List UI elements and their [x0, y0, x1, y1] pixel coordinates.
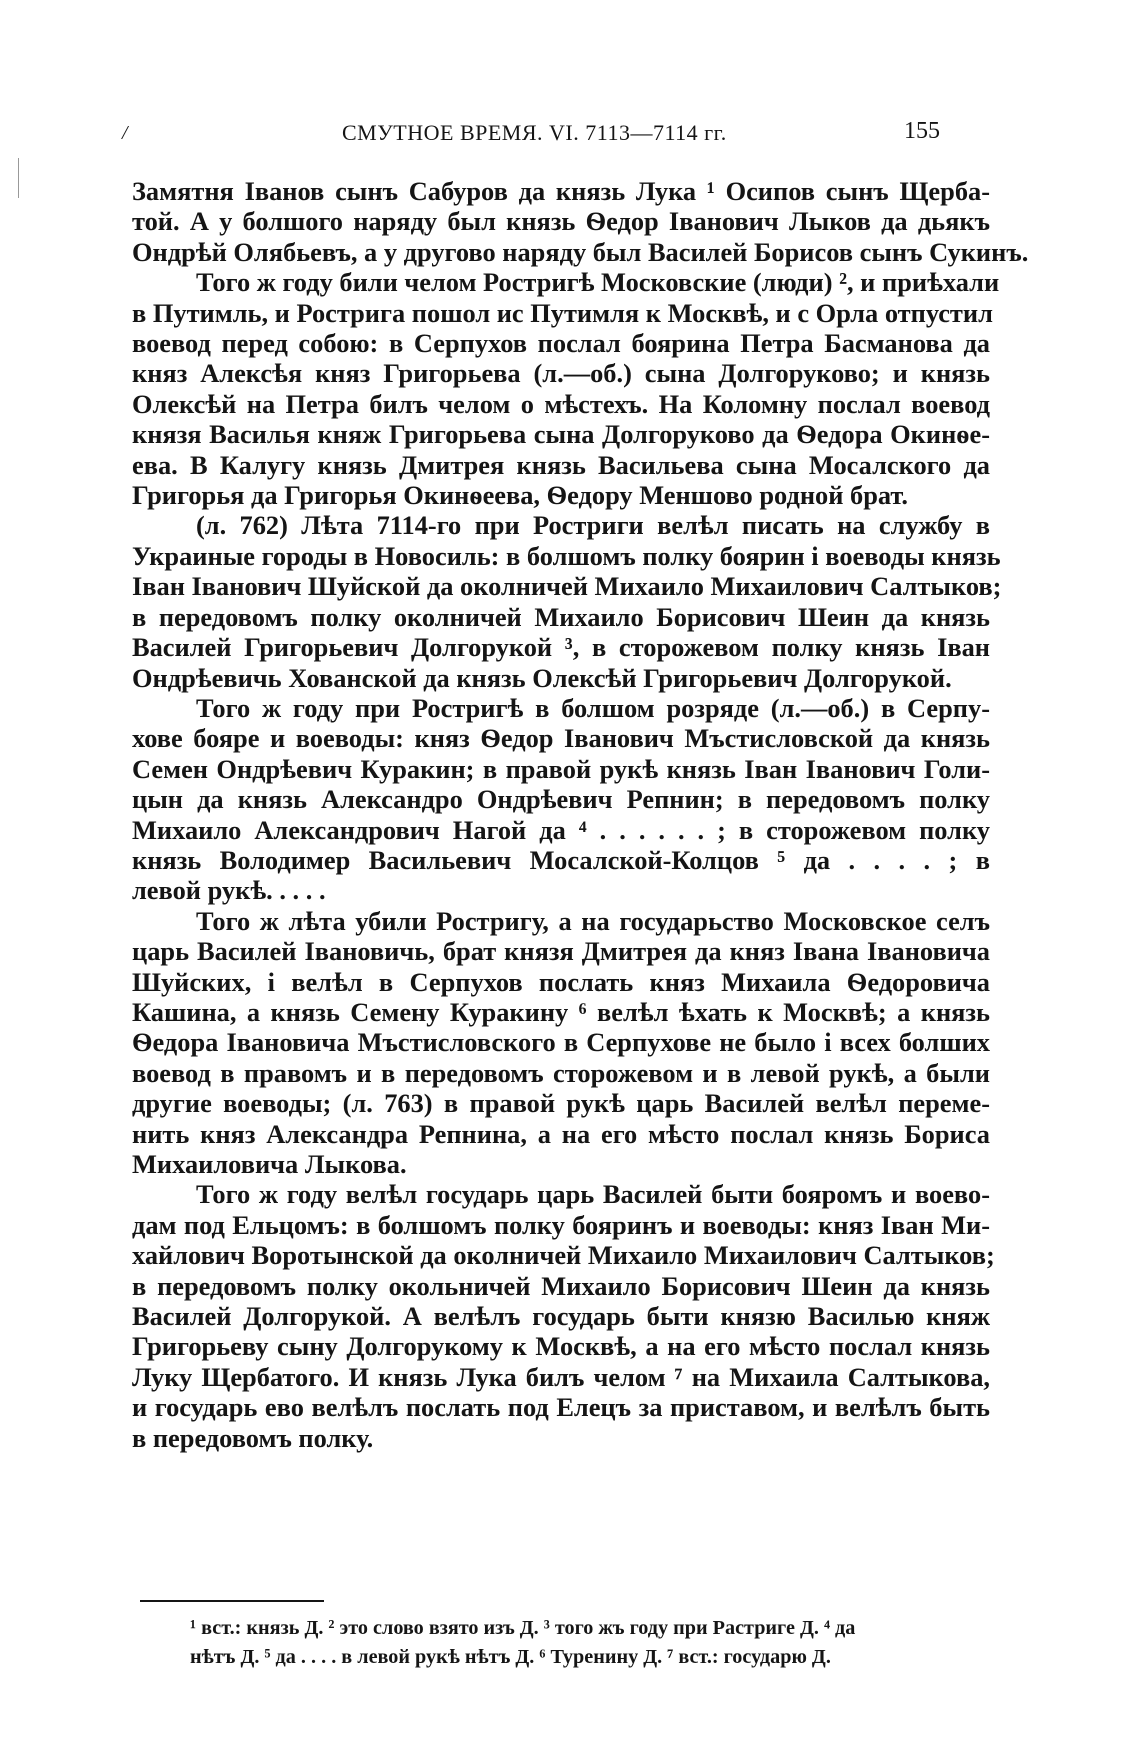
running-title: СМУТНОЕ ВРЕМЯ. VI. 7113—7114 гг. — [342, 120, 727, 145]
text-line: воевод перед собою: в Серпухов послал боярина Петра Басманова да — [132, 328, 990, 359]
page-number: 155 — [904, 118, 940, 144]
text-line: Ондрѣй Олябьевъ, а у другово наряду был Василей Борисов сынъ Сукинъ. — [132, 236, 1029, 267]
text-line: княз Алексѣя княз Григорьева (л.—об.) сына Долгоруково; и князь — [132, 358, 990, 389]
text-line: ева. В Калугу князь Дмитрея князь Васильева сына Мосалского да — [132, 449, 990, 480]
text-line: в передовомъ полку околничей Михаило Борисович Шеин да князь — [132, 601, 990, 632]
footnote-line: ¹ вст.: князь Д. ² это слово взято изъ Д. ³ того жъ году при Растриге Д. ⁴ да — [190, 1617, 856, 1639]
text-line: хове бояре и воеводы: княз Ѳедор Іванович Мъстисловской да князь — [132, 723, 990, 754]
text-line: князь Володимер Васильевич Мосалской-Колцов ⁵ да . . . . ; в — [132, 844, 990, 875]
text-line: цын да князь Александро Ондрѣевич Репнин; в передовомъ полку — [132, 784, 990, 815]
text-line: Того ж году били челом Ростригѣ Московские (люди) ², и приѣхали — [196, 267, 1000, 298]
text-line: левой рукѣ. . . . . — [132, 875, 326, 906]
text-line: Іван Іванович Шуйской да околничей Михаило Михаилович Салтыков; — [132, 571, 1002, 602]
text-line: Того ж году велѣл государь царь Василей быти бояромъ и воево- — [196, 1179, 990, 1210]
text-line: в передовомъ полку. — [132, 1422, 374, 1453]
text-line: той. А у болшого наряду был князь Ѳедор Іванович Лыков да дьякъ — [132, 206, 990, 237]
text-line: Григорья да Григорья Окинѳеева, Ѳедору Меншово родной брат. — [132, 480, 908, 511]
text-line: Олексѣй на Петра билъ челом о мѣстехъ. На Коломну послал воевод — [132, 388, 990, 419]
footnotes — [190, 1614, 990, 1672]
text-line: Михаиловича Лыкова. — [132, 1149, 407, 1179]
text-line: Того ж лѣта убили Ростригу, а на государьство Московское селъ — [196, 905, 990, 936]
text-line: царь Василей Івановичь, брат князя Дмитрея да княз Івана Івановича — [132, 936, 990, 967]
text-line: воевод в правомъ и в передовомъ сторожевом и в левой рукѣ, а были — [132, 1057, 990, 1088]
text-line: Ѳедора Івановича Мъстисловского в Серпухове не было і всех болших — [132, 1027, 990, 1058]
text-line: дам под Ельцомъ: в болшомъ полку бояринъ и воеводы: княз Іван Ми- — [132, 1209, 990, 1240]
text-line: Кашина, а князь Семену Куракину ⁶ велѣл ѣхать к Москвѣ; а князь — [132, 996, 990, 1027]
text-line: Шуйских, і велѣл в Серпухов послать княз Михаила Ѳедоровича — [132, 966, 990, 997]
text-line: и государь ево велѣлъ послать под Елецъ за приставом, и велѣлъ быть — [132, 1392, 990, 1423]
footnote-line: нѣтъ Д. ⁵ да . . . . в левой рукѣ нѣтъ Д. ⁶ Туренину Д. ⁷ вст.: государю Д. — [190, 1646, 831, 1668]
body-text — [132, 176, 1029, 1453]
scan-edge-mark — [18, 158, 19, 198]
text-line: Луку Щербатого. И князь Лука билъ челом ⁷ на Михаила Салтыкова, — [132, 1361, 990, 1392]
text-line: Замятня Іванов сынъ Сабуров да князь Лука ¹ Осипов сынъ Щерба- — [132, 176, 990, 206]
running-head — [132, 120, 990, 150]
text-line: (л. 762) Лѣта 7114-го при Ростриги велѣл писать на службу в — [196, 510, 990, 541]
text-line: Семен Ондрѣевич Куракин; в правой рукѣ князь Іван Іванович Голи- — [132, 753, 990, 784]
text-line: Василей Долгорукой. А велѣлъ государь быти князю Василью княж — [132, 1301, 990, 1332]
text-line: Того ж году при Ростригѣ в болшом розряде (л.—об.) в Серпу- — [196, 692, 990, 723]
margin-mark: / — [122, 122, 128, 144]
text-line: Василей Григорьевич Долгорукой ³, в сторожевом полку князь Іван — [132, 632, 990, 663]
text-line: Григорьеву сыну Долгорукому к Москвѣ, а на его мѣсто послал князь — [132, 1331, 990, 1362]
text-line: другие воеводы; (л. 763) в правой рукѣ царь Василей велѣл переме- — [132, 1088, 990, 1119]
text-line: Украиные городы в Новосиль: в болшомъ полку боярин і воеводы князь — [132, 540, 1001, 571]
text-line: Ондрѣевичь Хованской да князь Олексѣй Григорьевич Долгорукой. — [132, 662, 952, 693]
text-line: князя Василья княж Григорьева сына Долгоруково да Ѳедора Окинѳе- — [132, 419, 990, 450]
text-line: Михаило Александрович Нагой да ⁴ . . . . . . ; в сторожевом полку — [132, 814, 990, 845]
text-line: нить княз Александра Репнина, а на его мѣсто послал князь Бориса — [132, 1118, 990, 1149]
text-line: хайлович Воротынской да околничей Михаило Михаилович Салтыков; — [132, 1240, 995, 1271]
text-line: в Путимль, и Рострига пошол ис Путимля к Москвѣ, и с Орла отпустил — [132, 297, 993, 328]
footnote-rule — [140, 1600, 324, 1602]
text-line: в передовомъ полку окольничей Михаило Борисович Шеин да князь — [132, 1270, 990, 1301]
